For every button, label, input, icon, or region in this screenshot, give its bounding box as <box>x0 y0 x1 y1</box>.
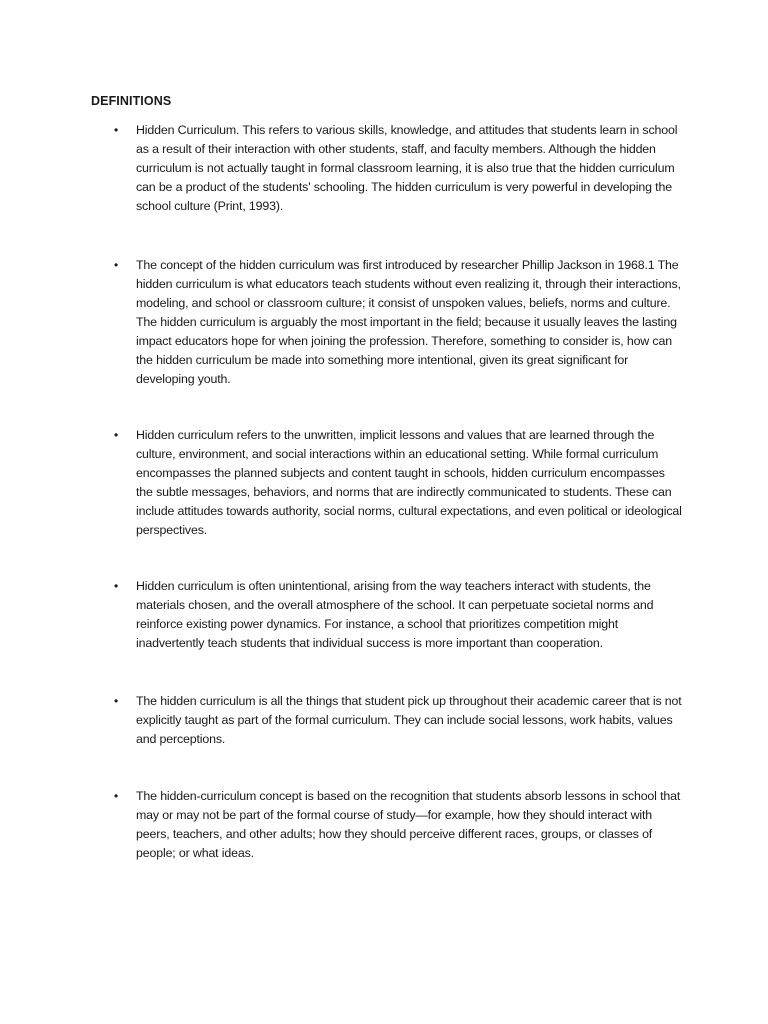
definition-text: The hidden curriculum is all the things that student pick up throughout their academic career that is not explicitly taught as part of the formal curriculum. They can include social lessons, work habits, values and perceptions. <box>136 694 682 746</box>
definition-text: The concept of the hidden curriculum was first introduced by researcher Phillip Jackson in 1968.1 The hidden curriculum is what educators teach students without even realizing it, through their interactions, modeling, and school or classroom culture; it consist of unspoken values, beliefs, norms and culture. The hidden curriculum is arguably the most important in the field; because it usually leaves the lasting impact educators hope for when joining the profession. Therefore, something to consider is, how can the hidden curriculum be made into something more intentional, given its great significant for developing youth. <box>136 258 681 386</box>
bullet-icon: • <box>114 579 119 593</box>
definition-text: Hidden curriculum refers to the unwritten, implicit lessons and values that are learned through the culture, environment, and social interactions within an educational setting. While formal curriculum encompasses the planned subjects and content taught in schools, hidden curriculum encompasses the subtle messages, behaviors, and norms that are indirectly communicated to students. These can include attitudes towards authority, social norms, cultural expectations, and even political or ideological perspectives. <box>136 428 682 537</box>
bullet-icon: • <box>114 694 119 708</box>
bullet-icon: • <box>114 789 119 803</box>
bullet-icon: • <box>114 428 119 442</box>
definition-text: Hidden curriculum is often unintentional, arising from the way teachers interact with students, the materials chosen, and the overall atmosphere of the school. It can perpetuate societal norms and reinforce existing power dynamics. For instance, a school that prioritizes competition might inadvertently teach students that individual success is more important than cooperation. <box>136 579 654 650</box>
bullet-icon: • <box>114 123 119 137</box>
definition-text: The hidden-curriculum concept is based on the recognition that students absorb lessons in school that may or may not be part of the formal course of study—for example, how they should interact with peers, teachers, and other adults; how they should perceive different races, groups, or classes of people; or what ideas. <box>136 789 681 860</box>
document-heading: DEFINITIONS <box>91 94 172 108</box>
definition-text: Hidden Curriculum. This refers to various skills, knowledge, and attitudes that students learn in school as a result of their interaction with other students, staff, and faculty members. Although the hidden curriculum is not actually taught in formal classroom learning, it is also true that the hidden curriculum can be a product of the students' schooling. The hidden curriculum is very powerful in developing the school culture (Print, 1993). <box>136 123 678 213</box>
bullet-icon: • <box>114 258 119 272</box>
